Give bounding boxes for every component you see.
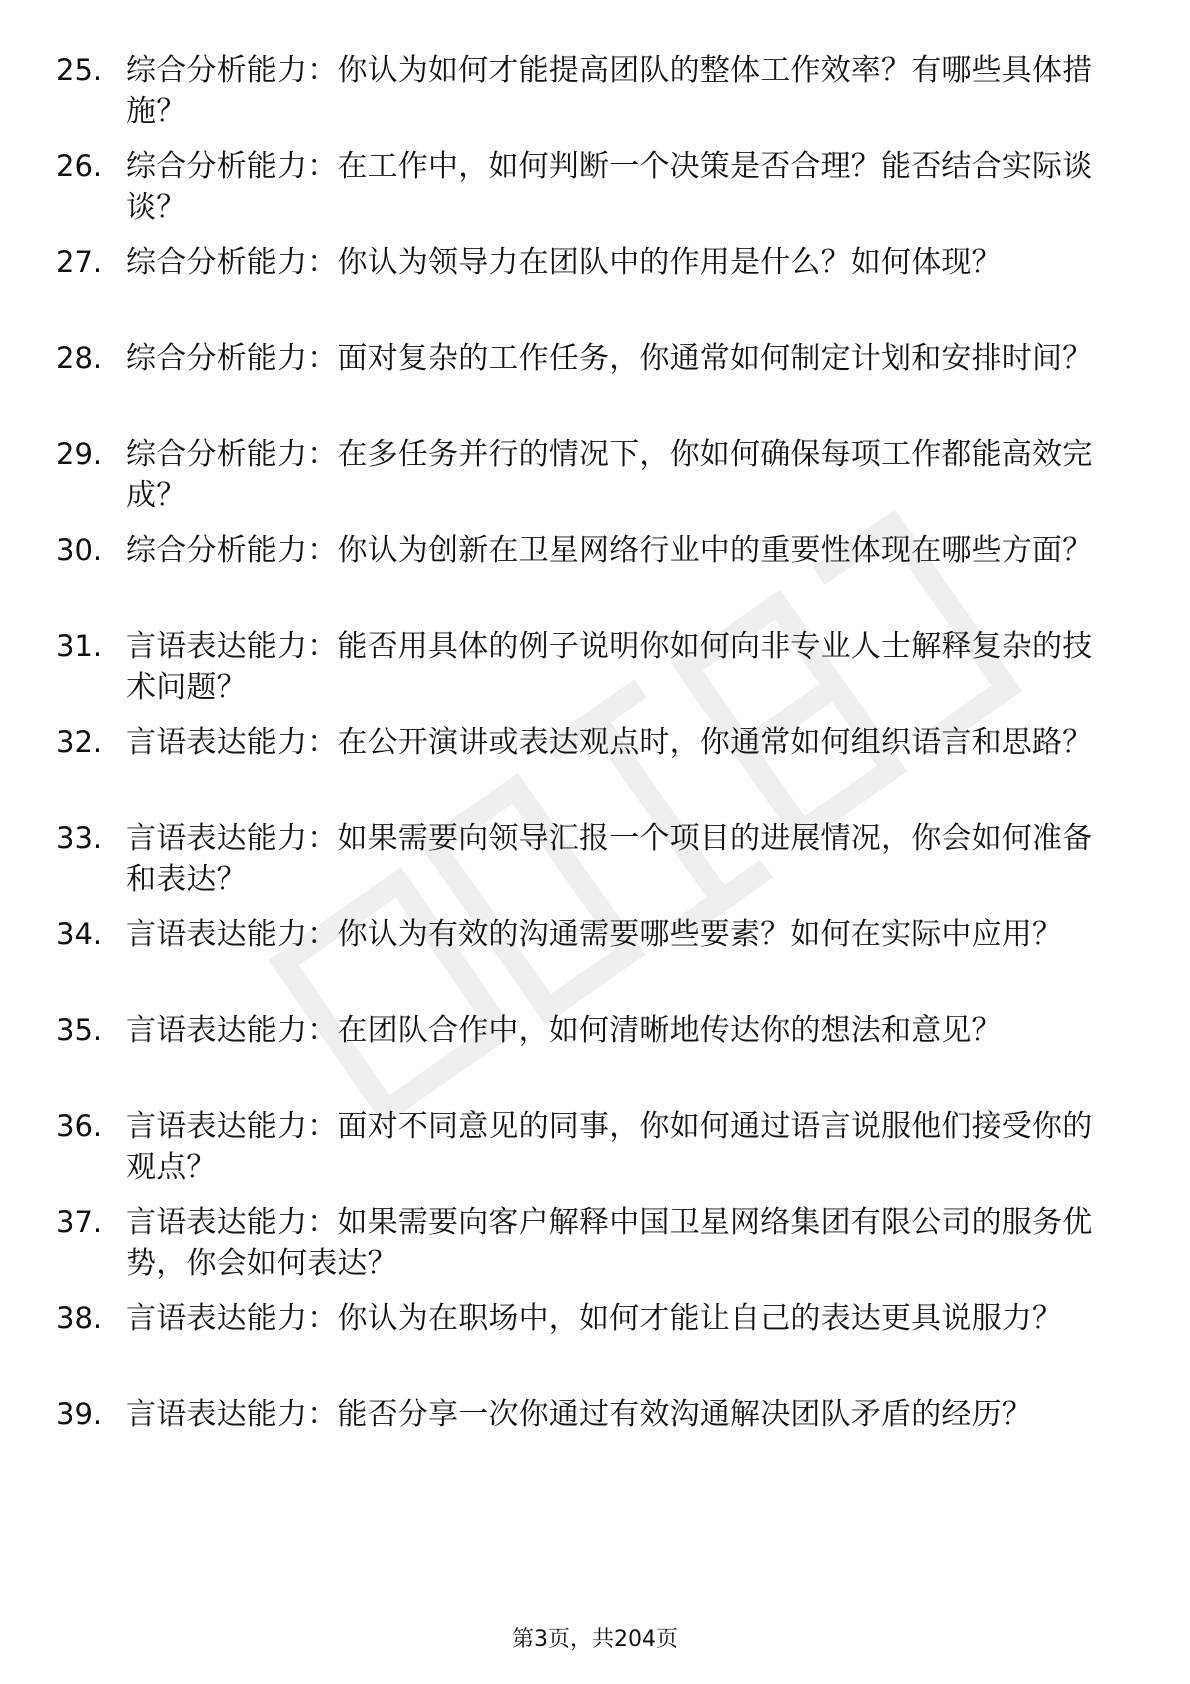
question-text xyxy=(126,434,1106,516)
question-content: 如果需要向客户解释中国卫星网络集团有限公司的服务优势，你会如何表达？ xyxy=(126,1205,1093,1281)
question-item xyxy=(0,1106,1190,1196)
question-number: 27. xyxy=(56,245,103,279)
question-text xyxy=(126,1394,1106,1435)
question-content: 你认为如何才能提高团队的整体工作效率？有哪些具体措施？ xyxy=(126,53,1093,129)
question-content: 在工作中，如何判断一个决策是否合理？能否结合实际谈谈？ xyxy=(126,149,1093,225)
question-item xyxy=(0,434,1190,524)
question-content: 在多任务并行的情况下，你如何确保每项工作都能高效完成？ xyxy=(126,437,1093,513)
question-number: 35. xyxy=(56,1013,103,1047)
question-number: 26. xyxy=(56,149,103,183)
question-category: 综合分析能力： xyxy=(126,533,338,568)
question-category: 综合分析能力： xyxy=(126,437,338,472)
question-category: 综合分析能力： xyxy=(126,149,338,184)
question-content: 在公开演讲或表达观点时，你通常如何组织语言和思路？ xyxy=(337,725,1093,760)
question-number: 39. xyxy=(56,1397,103,1431)
question-content: 面对不同意见的同事，你如何通过语言说服他们接受你的观点？ xyxy=(126,1109,1093,1185)
question-category: 言语表达能力： xyxy=(126,1301,338,1336)
question-text xyxy=(126,50,1106,132)
question-text xyxy=(126,146,1106,228)
question-category: 言语表达能力： xyxy=(126,1109,338,1144)
question-text xyxy=(126,1202,1106,1284)
question-item xyxy=(0,818,1190,908)
question-number: 32. xyxy=(56,725,103,759)
question-item xyxy=(0,338,1190,428)
question-item xyxy=(0,1010,1190,1100)
page-number-label: 第3页，共204页 xyxy=(512,1627,678,1652)
question-content: 能否分享一次你通过有效沟通解决团队矛盾的经历？ xyxy=(337,1397,1033,1432)
question-item xyxy=(0,914,1190,1004)
question-text xyxy=(126,626,1106,708)
question-category: 言语表达能力： xyxy=(126,1397,338,1432)
question-category: 综合分析能力： xyxy=(126,245,338,280)
question-content: 能否用具体的例子说明你如何向非专业人士解释复杂的技术问题？ xyxy=(126,629,1093,705)
question-number: 31. xyxy=(56,629,103,663)
question-text xyxy=(126,914,1106,955)
question-category: 言语表达能力： xyxy=(126,1013,338,1048)
question-category: 言语表达能力： xyxy=(126,1205,338,1240)
question-item xyxy=(0,242,1190,332)
question-text xyxy=(126,338,1106,379)
question-text xyxy=(126,1298,1106,1339)
question-content: 如果需要向领导汇报一个项目的进展情况，你会如何准备和表达？ xyxy=(126,821,1093,897)
question-text xyxy=(126,818,1106,900)
question-text xyxy=(126,722,1106,763)
question-content: 面对复杂的工作任务，你通常如何制定计划和安排时间？ xyxy=(337,341,1093,376)
question-text xyxy=(126,1106,1106,1188)
question-text xyxy=(126,530,1106,571)
question-number: 28. xyxy=(56,341,103,375)
question-category: 言语表达能力： xyxy=(126,821,338,856)
question-number: 30. xyxy=(56,533,103,567)
page-footer xyxy=(0,1625,1190,1655)
question-item xyxy=(0,1394,1190,1484)
question-text xyxy=(126,1010,1106,1051)
question-item xyxy=(0,722,1190,812)
question-number: 33. xyxy=(56,821,103,855)
question-number: 25. xyxy=(56,53,103,87)
question-content: 你认为领导力在团队中的作用是什么？如何体现？ xyxy=(337,245,1002,280)
question-item xyxy=(0,626,1190,716)
question-category: 综合分析能力： xyxy=(126,53,338,88)
question-content: 你认为创新在卫星网络行业中的重要性体现在哪些方面？ xyxy=(337,533,1093,568)
question-item xyxy=(0,1202,1190,1292)
question-category: 言语表达能力： xyxy=(126,629,338,664)
question-content: 在团队合作中，如何清晰地传达你的想法和意见？ xyxy=(337,1013,1002,1048)
question-item xyxy=(0,530,1190,620)
question-content: 你认为在职场中，如何才能让自己的表达更具说服力？ xyxy=(337,1301,1063,1336)
question-text xyxy=(126,242,1106,283)
question-number: 37. xyxy=(56,1205,103,1239)
question-number: 38. xyxy=(56,1301,103,1335)
question-content: 你认为有效的沟通需要哪些要素？如何在实际中应用？ xyxy=(337,917,1063,952)
question-item xyxy=(0,50,1190,140)
question-number: 34. xyxy=(56,917,103,951)
question-number: 36. xyxy=(56,1109,103,1143)
question-number: 29. xyxy=(56,437,103,471)
question-item xyxy=(0,1298,1190,1388)
question-category: 言语表达能力： xyxy=(126,917,338,952)
question-category: 言语表达能力： xyxy=(126,725,338,760)
question-category: 综合分析能力： xyxy=(126,341,338,376)
question-item xyxy=(0,146,1190,236)
